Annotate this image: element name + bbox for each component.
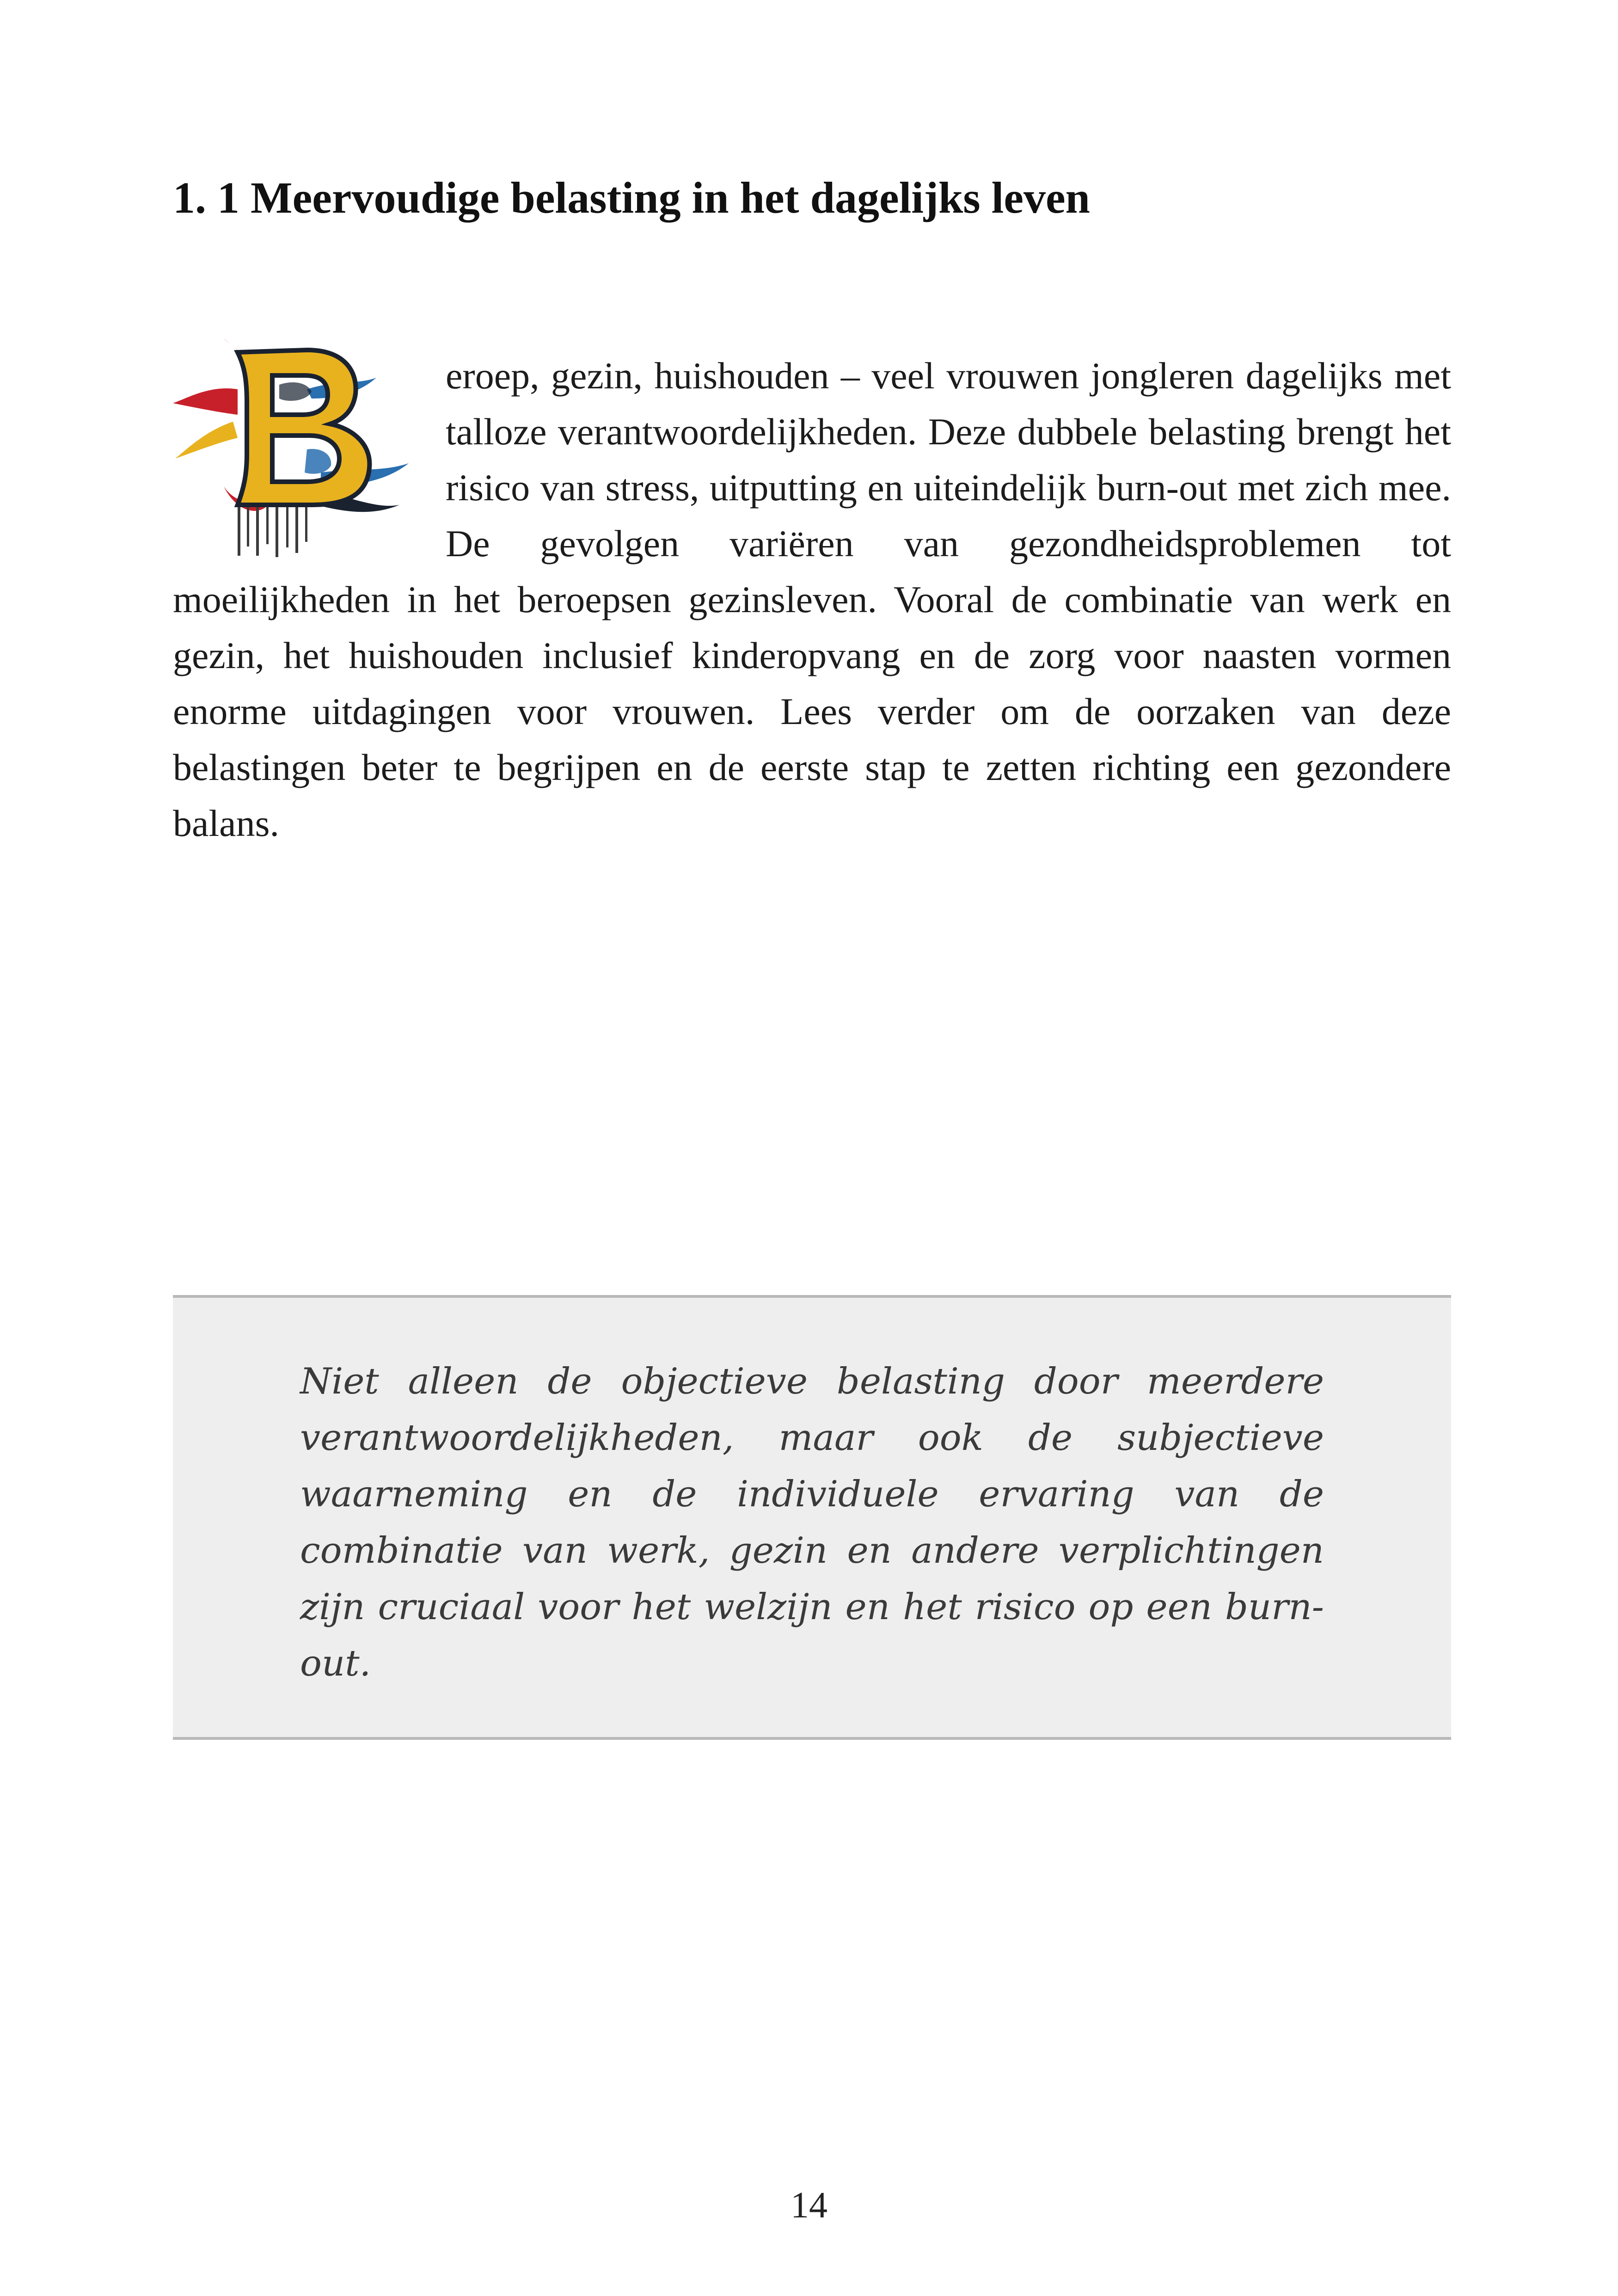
intro-text: eroep, gezin, huishouden – veel vrouwen jongleren dagelijks met talloze verantwoordelijkheden. Deze dubbele belasting brengt het risico van stress, uitputting en uiteindelijk burn-out met zich mee. De gevolgen variëren van gezondheidsproblemen tot moeilijkheden in het beroepsen gezinsleven. Vooral de combinatie van werk en gezin, het huishouden inclusief kinderopvang en de zorg voor naasten vormen enorme uitdagingen voor vrouwen. Lees verder om de oorzaken van deze belastingen beter te begrijpen en de eerste stap te zetten richting een gezondere balans. [173,355,1451,844]
page-number: 14 [791,2185,827,2226]
callout-text: Niet alleen de objectieve belasting door meerdere verantwoordelijkheden, maar ook de subjectieve waarneming en de individuele ervaring van de combinatie van werk, gezin en andere verplichtingen zijn cruciaal voor het welzijn en het risico op een burn-out. [300,1361,1324,1684]
dropcap-illustration [168,334,436,558]
intro-paragraph [173,348,1451,851]
callout-box [173,1295,1451,1740]
section-heading: 1. 1 Meervoudige belasting in het dagelijks leven [173,173,1090,222]
